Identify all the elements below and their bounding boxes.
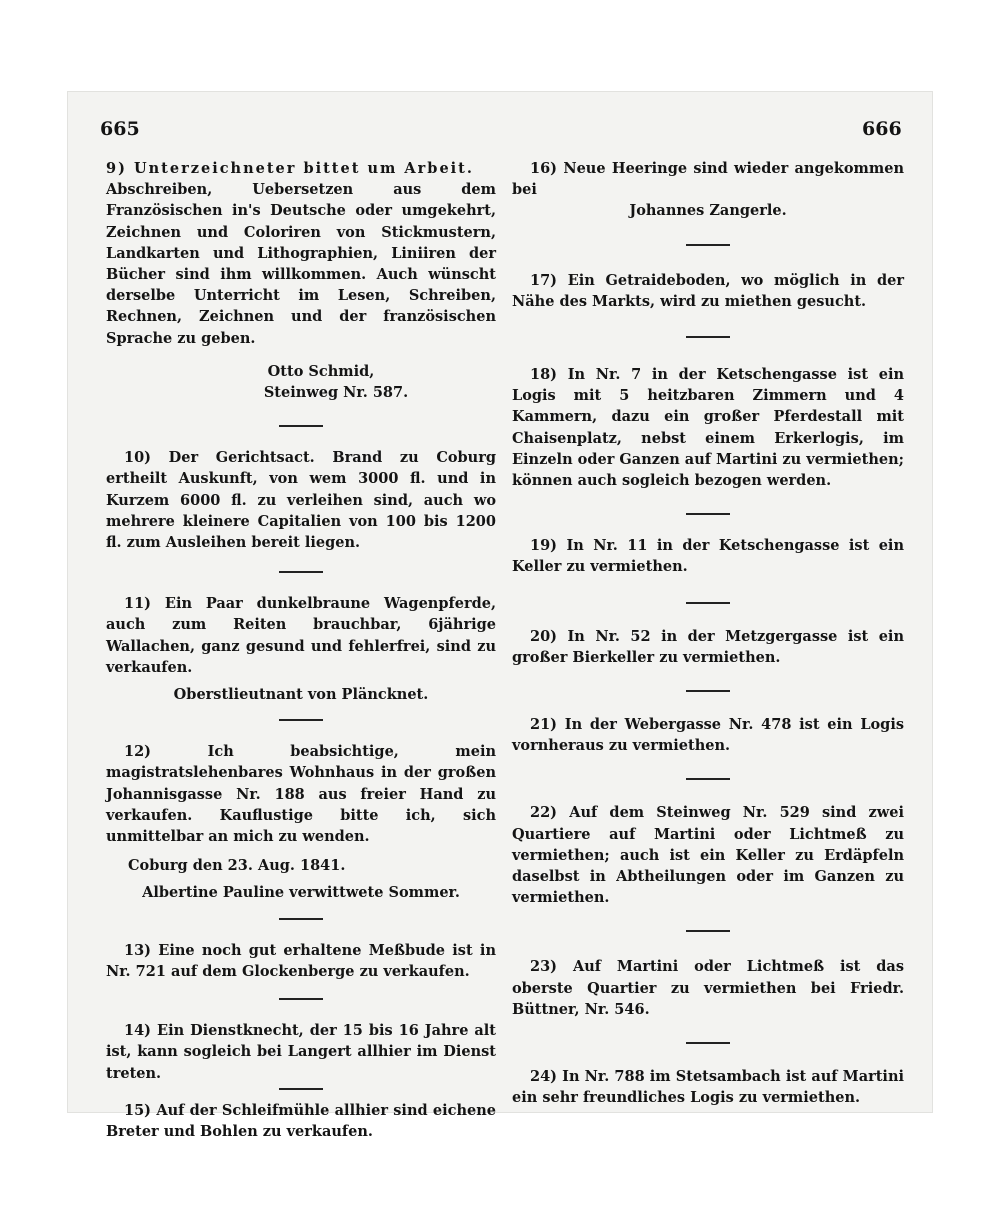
notice-11-text: 11) Ein Paar dunkelbraune Wagenpferde, auch zum Reiten brauchbar, 6jährige Wallachen, ganz gesund und fehlerfrei, sind zu verkaufen. bbox=[106, 595, 496, 676]
divider-rule bbox=[686, 513, 730, 515]
divider-rule bbox=[686, 778, 730, 780]
notice-19-text: 19) In Nr. 11 in der Ketschengasse ist ein Keller zu vermiethen. bbox=[512, 537, 904, 576]
divider-rule bbox=[279, 571, 323, 573]
notice-23-text: 23) Auf Martini oder Lichtmeß ist das oberste Quartier zu vermiethen bei Friedr. Büttner, Nr. 546. bbox=[512, 958, 904, 1018]
notice-22 bbox=[512, 802, 904, 908]
notice-13-text: 13) Eine noch gut erhaltene Meßbude ist in Nr. 721 auf dem Glockenberge zu verkaufen. bbox=[106, 941, 496, 980]
divider-rule bbox=[279, 719, 323, 721]
notice-23 bbox=[512, 956, 904, 1020]
divider-rule bbox=[686, 690, 730, 692]
divider-rule bbox=[686, 602, 730, 604]
page-number-left: 665 bbox=[100, 118, 140, 140]
divider-rule bbox=[279, 918, 323, 920]
divider-rule bbox=[686, 244, 730, 246]
notice-12-text: 12) Ich beabsichtige, mein magistratslehenbares Wohnhaus in der großen Johannisgasse Nr. 188 aus freier Hand zu verkaufen. Kauflustige bitte ich, sich unmittelbar an mich zu wenden. bbox=[106, 743, 496, 846]
notice-20-text: 20) In Nr. 52 in der Metzgergasse ist ein großer Bierkeller zu vermiethen. bbox=[512, 627, 904, 666]
notice-13 bbox=[106, 940, 496, 982]
divider-rule bbox=[279, 1088, 323, 1090]
notice-14 bbox=[106, 1020, 496, 1084]
notice-15 bbox=[106, 1100, 496, 1142]
notice-21 bbox=[512, 714, 904, 756]
divider-rule bbox=[686, 336, 730, 338]
notice-9-text: Abschreiben, Uebersetzen aus dem Französischen in's Deutsche oder umgekehrt, Zeichnen und Coloriren von Stickmustern, Landkarten und Lithographien, Liniiren der Bücher sind ihm willkommen. Auch wünscht derselbe Unterricht im Lesen, Schreiben, Rechnen, Zeichnen und der französischen Sprache zu geben. bbox=[106, 181, 496, 347]
notice-17 bbox=[512, 270, 904, 312]
notice-17-text: 17) Ein Getraideboden, wo möglich in der Nähe des Markts, wird zu miethen gesucht. bbox=[512, 271, 904, 310]
notice-15-text: 15) Auf der Schleifmühle allhier sind eichene Breter und Bohlen zu verkaufen. bbox=[106, 1101, 496, 1140]
notice-19 bbox=[512, 535, 904, 577]
notice-24-text: 24) In Nr. 788 im Stetsambach ist auf Martini ein sehr freundliches Logis zu vermiethen. bbox=[512, 1068, 904, 1107]
notice-9-signature-name: Otto Schmid, bbox=[267, 362, 375, 380]
notice-22-text: 22) Auf dem Steinweg Nr. 529 sind zwei Quartiere auf Martini oder Lichtmeß zu vermiethen; auch ist ein Keller zu Erdäpfeln daselbst in Abtheilungen oder im Ganzen zu vermiethen. bbox=[512, 804, 904, 907]
notice-16-signature: Johannes Zangerle. bbox=[629, 202, 787, 220]
divider-rule bbox=[279, 998, 323, 1000]
notice-18-text: 18) In Nr. 7 in der Ketschengasse ist ein Logis mit 5 heitzbaren Zimmern und 4 Kammern, dazu ein großer Pferdestall mit Chaisenplatz, nebst einem Erkerlogis, im Einzeln oder Ganzen auf Martini zu vermiethen; können auch sogleich bezogen werden. bbox=[512, 366, 904, 490]
notice-20 bbox=[512, 626, 904, 668]
notice-21-text: 21) In der Webergasse Nr. 478 ist ein Logis vornheraus zu vermiethen. bbox=[512, 716, 904, 755]
notice-9-lead: 9) Unterzeichneter bittet um Arbeit. bbox=[106, 160, 474, 177]
notice-12 bbox=[106, 741, 496, 903]
notice-10-text: 10) Der Gerichtsact. Brand zu Coburg ertheilt Auskunft, von wem 3000 fl. und in Kurzem 6000 fl. zu verleihen sind, auch wo mehrere kleinere Capitalien von 100 bis 1200 fl. zum Ausleihen bereit liegen. bbox=[106, 449, 496, 552]
left-column bbox=[106, 158, 496, 1142]
page-number-right: 666 bbox=[862, 118, 902, 140]
notice-11-signature: Oberstlieutnant von Pläncknet. bbox=[173, 686, 429, 704]
notice-16-text: 16) Neue Heeringe sind wieder angekommen bei bbox=[512, 160, 904, 199]
notice-16 bbox=[512, 158, 904, 222]
notice-9 bbox=[106, 158, 496, 403]
notice-11 bbox=[106, 593, 496, 705]
notice-10 bbox=[106, 447, 496, 553]
notice-12-date: Coburg den 23. Aug. 1841. bbox=[128, 857, 346, 875]
divider-rule bbox=[686, 930, 730, 932]
notice-12-signature: Albertine Pauline verwittwete Sommer. bbox=[142, 884, 460, 902]
notice-9-signature-address: Steinweg Nr. 587. bbox=[263, 384, 409, 402]
notice-24 bbox=[512, 1066, 904, 1108]
divider-rule bbox=[686, 1042, 730, 1044]
notice-18 bbox=[512, 364, 904, 491]
divider-rule bbox=[279, 425, 323, 427]
notice-14-text: 14) Ein Dienstknecht, der 15 bis 16 Jahre alt ist, kann sogleich bei Langert allhier im Dienst treten. bbox=[106, 1022, 496, 1082]
right-column bbox=[512, 158, 904, 1108]
